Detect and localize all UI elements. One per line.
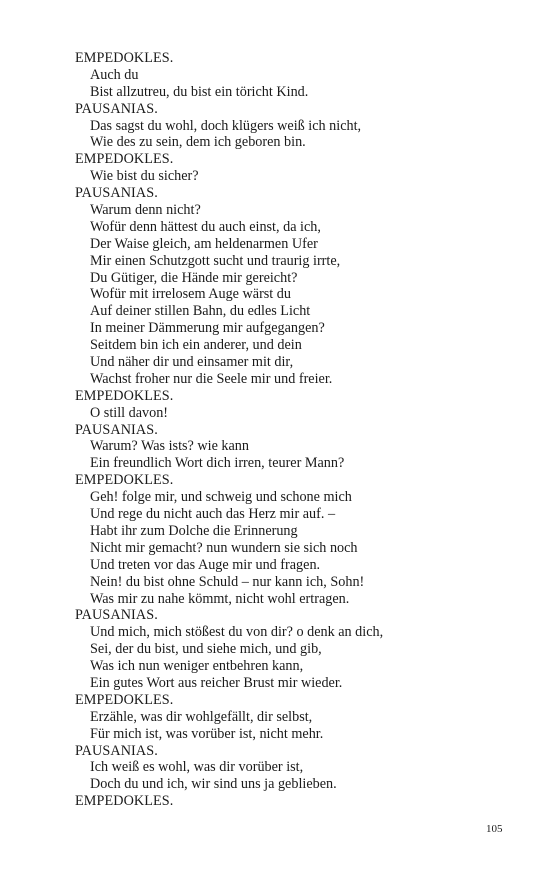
verse-line: Und mich, mich stößest du von dir? o denk an dich, <box>90 624 384 641</box>
verse-line: Mir einen Schutzgott sucht und traurig irrte, <box>90 252 341 269</box>
verse-line: Das sagst du wohl, doch klügers weiß ich nicht, <box>90 117 362 134</box>
verse-line: Auch du <box>90 66 139 83</box>
verse-line: Auf deiner stillen Bahn, du edles Licht <box>90 303 311 320</box>
speaker-name: EMPEDOKLES. <box>75 793 174 810</box>
verse-line: Ein gutes Wort aus reicher Brust mir wieder. <box>90 674 343 691</box>
verse-line: Wofür mit irrelosem Auge wärst du <box>90 286 291 303</box>
verse-line: Wachst froher nur die Seele mir und freier. <box>90 370 333 387</box>
speaker-name: PAUSANIAS. <box>75 185 158 202</box>
verse-line: Was ich nun weniger entbehren kann, <box>90 658 304 675</box>
speaker-name: EMPEDOKLES. <box>75 691 174 708</box>
verse-line: In meiner Dämmerung mir aufgegangen? <box>90 320 325 337</box>
verse-line: Erzähle, was dir wohlgefällt, dir selbst, <box>90 708 313 725</box>
page-number: 105 <box>486 823 503 835</box>
verse-line: Was mir zu nahe kömmt, nicht wohl ertragen. <box>90 590 350 607</box>
speaker-name: PAUSANIAS. <box>75 421 158 438</box>
verse-line: Wofür denn hättest du auch einst, da ich, <box>90 218 321 235</box>
speaker-name: PAUSANIAS. <box>75 607 158 624</box>
speaker-name: PAUSANIAS. <box>75 100 158 117</box>
verse-line: Sei, der du bist, und siehe mich, und gib, <box>90 641 322 658</box>
verse-line: O still davon! <box>90 404 169 421</box>
speaker-name: EMPEDOKLES. <box>75 50 174 66</box>
verse-line: Seitdem bin ich ein anderer, und dein <box>90 337 302 354</box>
speaker-name: PAUSANIAS. <box>75 742 158 759</box>
speaker-name: EMPEDOKLES. <box>75 387 174 404</box>
verse-line: Nicht mir gemacht? nun wundern sie sich noch <box>90 539 358 556</box>
verse-line: Und treten vor das Auge mir und fragen. <box>90 556 321 573</box>
verse-line: Und näher dir und einsamer mit dir, <box>90 354 294 371</box>
drama-text-block <box>75 50 535 810</box>
verse-line: Geh! folge mir, und schweig und schone mich <box>90 489 352 506</box>
verse-line: Der Waise gleich, am heldenarmen Ufer <box>90 235 318 252</box>
verse-line: Für mich ist, was vorüber ist, nicht mehr. <box>90 725 324 742</box>
speaker-name: EMPEDOKLES. <box>75 151 174 168</box>
verse-line: Warum denn nicht? <box>90 202 201 219</box>
verse-line: Warum? Was ists? wie kann <box>90 438 249 455</box>
speaker-name: EMPEDOKLES. <box>75 472 174 489</box>
verse-line: Bist allzutreu, du bist ein töricht Kind. <box>90 83 309 100</box>
verse-line: Ein freundlich Wort dich irren, teurer Mann? <box>90 455 345 472</box>
verse-line: Wie bist du sicher? <box>90 168 199 185</box>
verse-line: Habt ihr zum Dolche die Erinnerung <box>90 522 298 539</box>
verse-line: Wie des zu sein, dem ich geboren bin. <box>90 134 306 151</box>
verse-line: Doch du und ich, wir sind uns ja geblieben. <box>90 776 337 793</box>
verse-line: Und rege du nicht auch das Herz mir auf. – <box>90 506 336 523</box>
verse-line: Du Gütiger, die Hände mir gereicht? <box>90 269 298 286</box>
verse-line: Ich weiß es wohl, was dir vorüber ist, <box>90 759 304 776</box>
verse-line: Nein! du bist ohne Schuld – nur kann ich, Sohn! <box>90 573 365 590</box>
